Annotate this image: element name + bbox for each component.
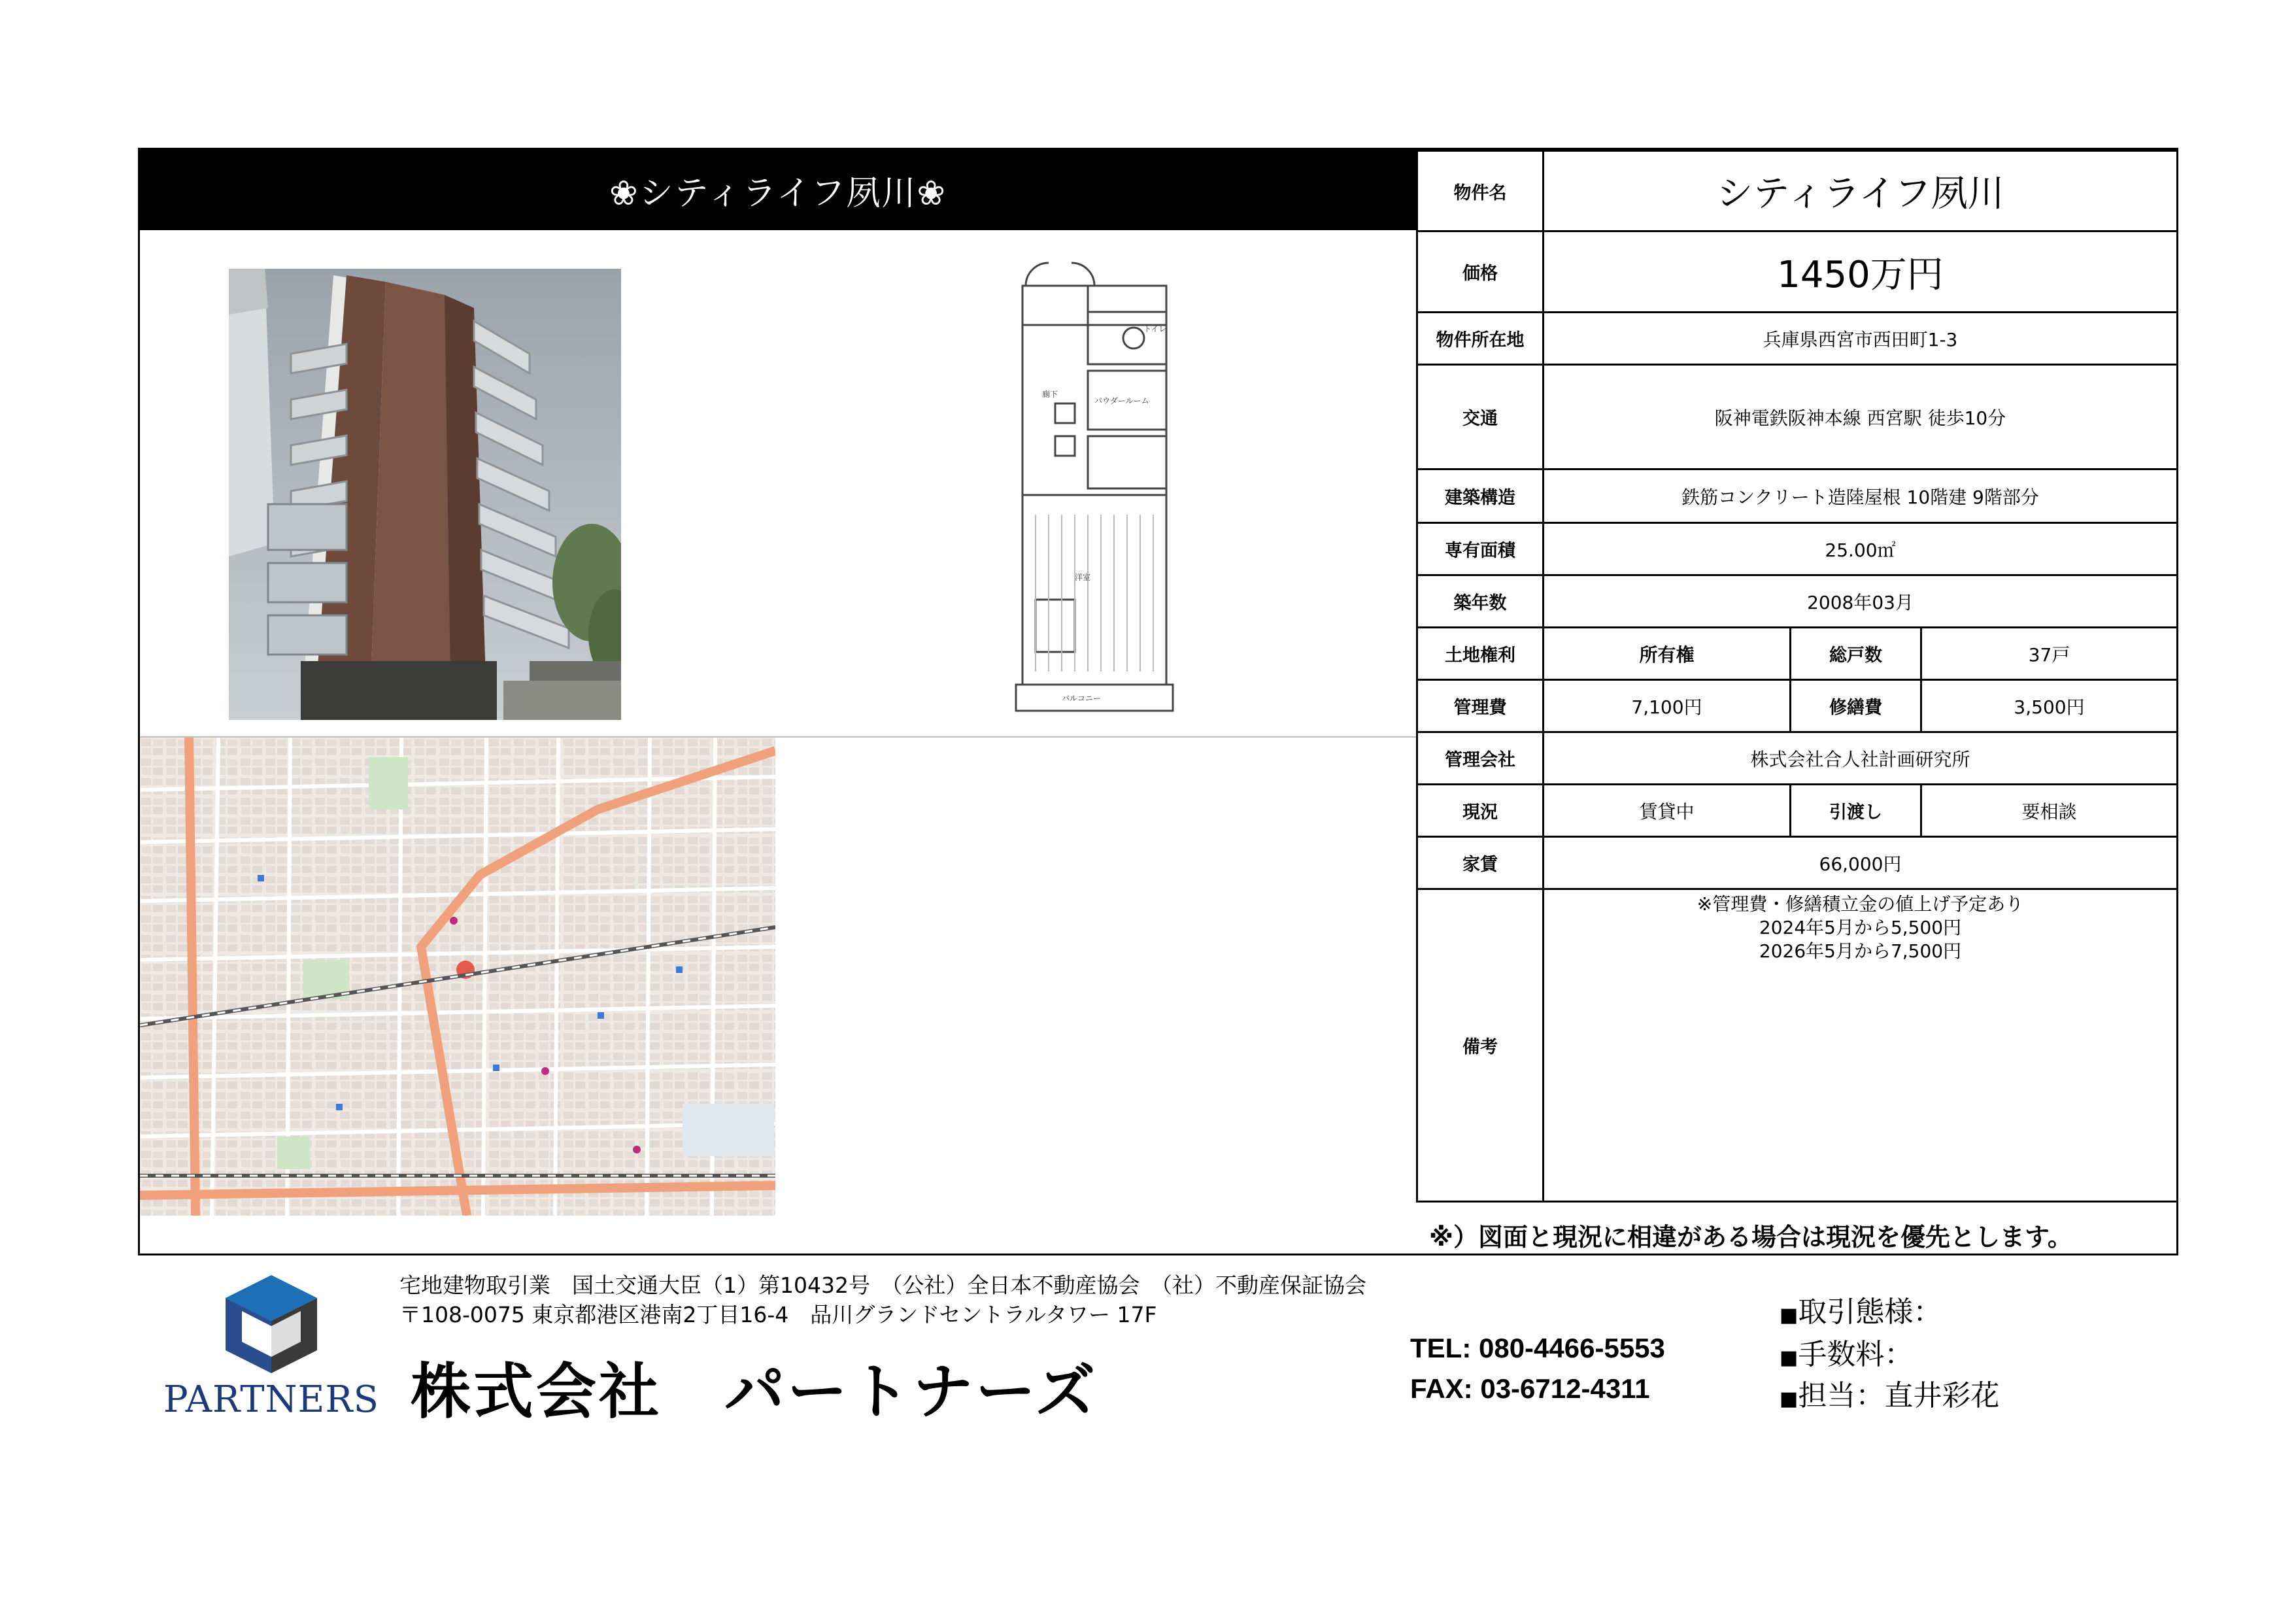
address-label: 物件所在地 (1417, 313, 1544, 365)
square-bullet-icon: ■ (1780, 1346, 1798, 1369)
company-name: 株式会社 パートナーズ (411, 1357, 1098, 1427)
tel-number[interactable]: TEL: 080-4466-5553 (1410, 1333, 1665, 1363)
rent-label: 家賃 (1417, 837, 1544, 889)
repair-fee-value: 3,500円 (1921, 680, 2178, 732)
flyer-sheet (138, 148, 2178, 1255)
building-photo (229, 269, 621, 720)
fp-label-toilet: トイレ (1143, 324, 1167, 333)
logo-text: PARTNERS (163, 1378, 379, 1421)
fp-label-hallway: 廁下 (1042, 390, 1058, 399)
area-value: 25.00㎡ (1544, 523, 2178, 575)
status-label: 現況 (1417, 785, 1544, 837)
fp-label-balcony: バルコニー (1062, 694, 1102, 703)
area-label: 専有面積 (1417, 523, 1544, 575)
price-value: 1450万円 (1544, 231, 2178, 313)
square-bullet-icon: ■ (1780, 1388, 1798, 1410)
rent-value: 66,000円 (1544, 837, 2178, 889)
structure-value: 鉄筋コンクリート造陸屋根 10階建 9階部分 (1544, 469, 2178, 523)
remarks-cell (1544, 889, 2178, 1202)
floor-plan (977, 240, 1212, 734)
fee-label: 手数料： (1798, 1338, 1914, 1371)
fp-label-room: 洋室 (1075, 573, 1091, 582)
built-value: 2008年03月 (1544, 575, 2178, 628)
land-rights-label: 土地権利 (1417, 628, 1544, 680)
status-value: 賃貸中 (1544, 785, 1791, 837)
property-name: シティライフ夙川 (1544, 151, 2178, 231)
handover-label: 引渡し (1791, 785, 1921, 837)
units-value: 37戸 (1921, 628, 2178, 680)
discrepancy-notice: ※）図面と現況に相違がある場合は現況を優先とします。 (1429, 1222, 2072, 1252)
mgmt-company-label: 管理会社 (1417, 732, 1544, 785)
contact-person-label: 担当：直井彩花 (1798, 1379, 2000, 1412)
built-label: 築年数 (1417, 575, 1544, 628)
contact-person (1780, 1372, 1999, 1414)
property-title: ❀シティライフ夙川❀ (609, 174, 947, 213)
price-label: 価格 (1417, 231, 1544, 313)
area-map (140, 738, 775, 1216)
property-info-table (1416, 150, 2178, 1203)
remarks-line: 2026年5月から7,500円 (1759, 940, 1962, 962)
remarks-label: 備考 (1417, 889, 1544, 1202)
property-title-banner (140, 150, 1416, 230)
transport-value: 阪神電鉄阪神本線 西宮駅 徒歩10分 (1544, 365, 2178, 469)
company-address: 〒108-0075 東京都港区港南2丁目16-4 品川グランドセントラルタワー 17F (399, 1302, 1157, 1327)
remarks-line: ※管理費・修繕積立金の値上げ予定あり (1697, 893, 2024, 915)
deal-type-label: 取引態様： (1798, 1295, 1942, 1329)
mgmt-fee-value: 7,100円 (1544, 680, 1791, 732)
units-label: 総戸数 (1791, 628, 1921, 680)
fp-label-powder-room: パウダールーム (1094, 396, 1149, 405)
address-value: 兵庫県西宮市西田町1-3 (1544, 313, 2178, 365)
remarks-line: 2024年5月から5,500円 (1759, 917, 1962, 938)
land-rights-value: 所有権 (1544, 628, 1791, 680)
name-label: 物件名 (1417, 151, 1544, 231)
mgmt-company-value: 株式会社合人社計画研究所 (1544, 732, 2178, 785)
repair-fee-label: 修繕費 (1791, 680, 1921, 732)
handover-value: 要相談 (1921, 785, 2178, 837)
structure-label: 建築構造 (1417, 469, 1544, 523)
mgmt-fee-label: 管理費 (1417, 680, 1544, 732)
square-bullet-icon: ■ (1780, 1304, 1798, 1327)
transport-label: 交通 (1417, 365, 1544, 469)
photo-area (140, 230, 1416, 738)
license-info: 宅地建物取引業 国土交通大臣（1）第10432号 （公社）全日本不動産協会 （社）不動産保証協会 (399, 1272, 1366, 1298)
fax-number: FAX: 03-6712-4311 (1410, 1373, 1650, 1404)
fee (1780, 1331, 1913, 1373)
deal-type (1780, 1288, 1942, 1330)
